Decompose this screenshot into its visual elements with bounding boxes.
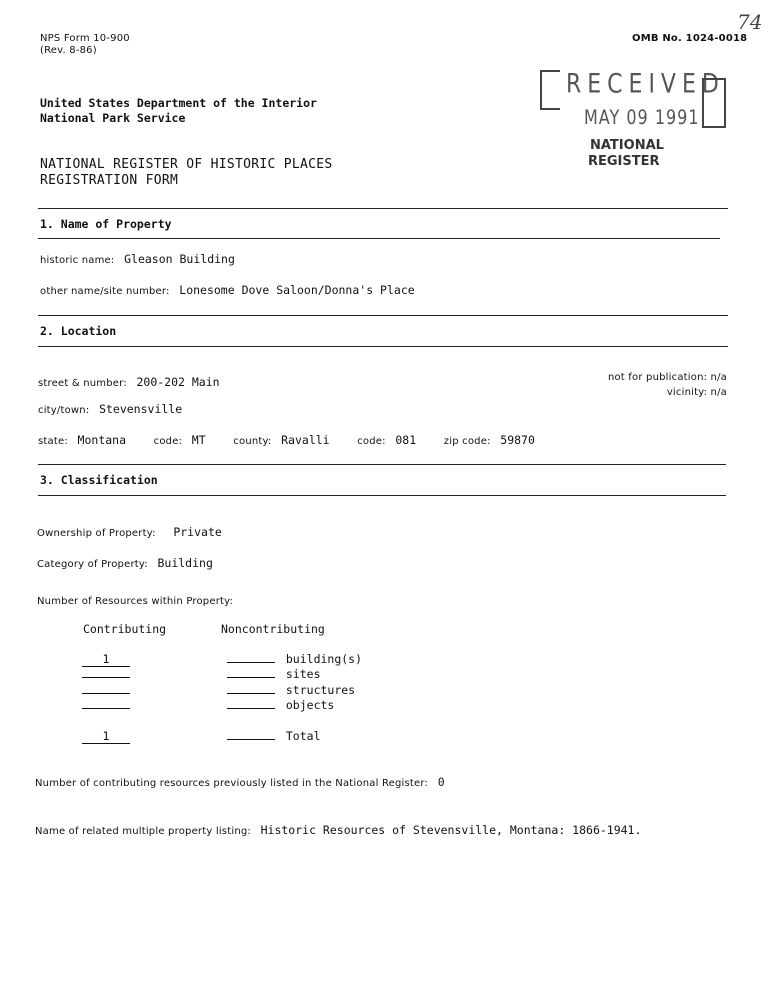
state-code-label: code: xyxy=(153,436,183,447)
multiple-listing-value: Historic Resources of Stevensville, Montana: 1866-1941. xyxy=(260,823,642,837)
section2-heading: 2. Location xyxy=(40,324,117,338)
resource-label: objects xyxy=(285,698,335,712)
county-code-label: code: xyxy=(357,436,386,447)
ownership-value: Private xyxy=(173,525,222,539)
zip-value: 59870 xyxy=(500,433,535,447)
resource-row xyxy=(82,698,334,712)
section3-heading: 3. Classification xyxy=(40,473,158,487)
resource-label: sites xyxy=(285,667,321,681)
county-label: county: xyxy=(233,436,272,447)
vicinity: vicinity: n/a xyxy=(666,387,727,398)
section2-top-rule xyxy=(38,315,728,316)
street-label: street & number: xyxy=(38,378,127,389)
historic-name-value: Gleason Building xyxy=(124,252,235,266)
category-value: Building xyxy=(157,556,213,570)
stamp-bracket-right xyxy=(702,78,726,128)
previously-listed-label: Number of contributing resources previously listed in the National Register: xyxy=(35,778,429,789)
resource-row xyxy=(82,683,355,697)
contributing-count xyxy=(82,693,130,694)
contributing-count xyxy=(82,708,130,709)
resources-label: Number of Resources within Property: xyxy=(37,596,234,607)
county-value: Ravalli xyxy=(281,433,330,447)
form-subtitle: REGISTRATION FORM xyxy=(40,173,179,188)
other-name-label: other name/site number: xyxy=(40,286,170,297)
omb-number: OMB No. 1024-0018 xyxy=(632,33,748,44)
section1-heading: 1. Name of Property xyxy=(40,217,172,231)
stamp-received-text: RECEIVED xyxy=(566,69,725,100)
city-label: city/town: xyxy=(38,405,90,416)
historic-name-row xyxy=(40,248,235,267)
multiple-listing-row xyxy=(35,819,641,838)
resource-label: building(s) xyxy=(285,652,363,666)
col-noncontributing-header: Noncontributing xyxy=(221,622,325,636)
state-row xyxy=(38,429,535,448)
resource-row xyxy=(82,667,321,681)
noncontributing-total xyxy=(227,739,275,740)
department-name: United States Department of the Interior xyxy=(40,96,317,110)
street-row xyxy=(38,371,220,390)
section3-bottom-rule xyxy=(38,495,726,496)
section3-top-rule xyxy=(38,464,726,465)
noncontributing-count xyxy=(227,708,275,709)
ownership-label: Ownership of Property: xyxy=(37,528,156,539)
service-name: National Park Service xyxy=(40,111,186,125)
noncontributing-count xyxy=(227,693,275,694)
zip-label: zip code: xyxy=(443,436,491,447)
stamp-date: MAY 09 1991 xyxy=(584,106,700,129)
noncontributing-count xyxy=(227,662,275,663)
other-name-row xyxy=(40,279,415,298)
city-row xyxy=(38,398,182,417)
category-label: Category of Property: xyxy=(37,559,148,570)
form-number: NPS Form 10-900 xyxy=(40,33,130,44)
stamp-register: REGISTER xyxy=(588,154,660,169)
form-revision: (Rev. 8-86) xyxy=(40,45,97,56)
resource-total-row xyxy=(82,729,321,744)
col-contributing-header: Contributing xyxy=(83,622,167,636)
street-value: 200-202 Main xyxy=(136,375,220,389)
city-value: Stevensville xyxy=(99,402,183,416)
ownership-row xyxy=(37,521,222,540)
state-code-value: MT xyxy=(191,433,206,447)
contributing-total: 1 xyxy=(82,729,130,744)
resource-label: structures xyxy=(285,683,356,697)
previously-listed-row xyxy=(35,771,445,790)
multiple-listing-label: Name of related multiple property listing: xyxy=(35,826,251,837)
not-for-publication: not for publication: n/a xyxy=(607,372,727,383)
resource-row xyxy=(82,652,362,667)
other-name-value: Lonesome Dove Saloon/Donna's Place xyxy=(179,283,415,297)
total-label: Total xyxy=(285,729,321,743)
section1-top-rule xyxy=(38,208,728,209)
handwritten-mark: 74 xyxy=(737,10,763,34)
historic-name-label: historic name: xyxy=(40,255,115,266)
form-title: NATIONAL REGISTER OF HISTORIC PLACES xyxy=(40,157,333,172)
stamp-national: NATIONAL xyxy=(590,138,664,153)
stamp-bracket-left xyxy=(540,70,560,110)
section1-bottom-rule xyxy=(38,238,720,239)
section2-bottom-rule xyxy=(38,346,728,347)
noncontributing-count xyxy=(227,677,275,678)
category-row xyxy=(37,552,213,571)
contributing-count: 1 xyxy=(82,652,130,667)
county-code-value: 081 xyxy=(395,433,417,447)
state-value: Montana xyxy=(77,433,127,447)
state-label: state: xyxy=(38,436,68,447)
previously-listed-value: 0 xyxy=(437,775,445,789)
contributing-count xyxy=(82,677,130,678)
